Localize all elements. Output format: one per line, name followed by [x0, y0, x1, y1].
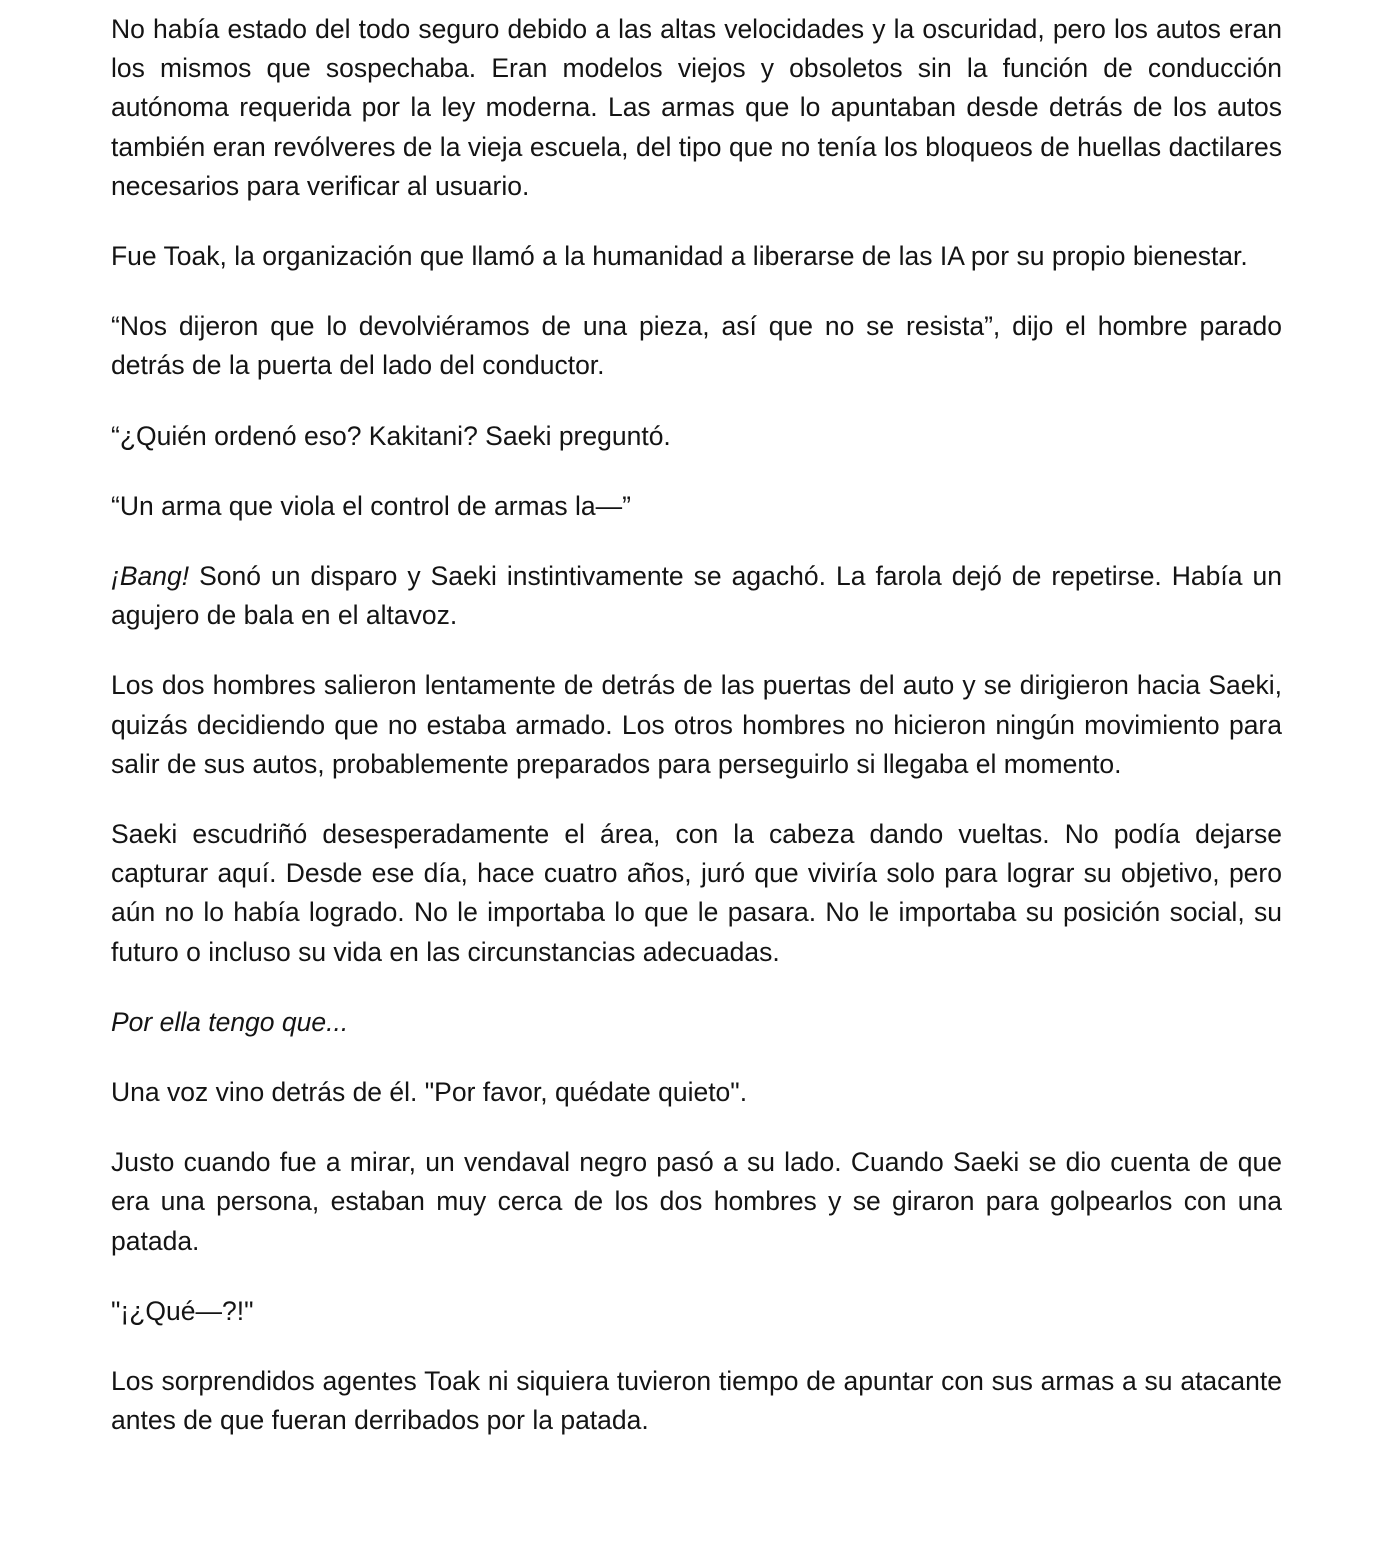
paragraph-13	[111, 1362, 1282, 1440]
paragraph-12	[111, 1292, 1282, 1331]
paragraph-text: “Nos dijeron que lo devolviéramos de una pieza, así que no se resista”, dijo el hombre parado detrás de la puerta del lado del conductor.	[111, 311, 1282, 381]
paragraph-11	[111, 1143, 1282, 1261]
paragraph-text: Sonó un disparo y Saeki instintivamente se agachó. La farola dejó de repetirse. Había un agujero de bala en el altavoz.	[111, 561, 1282, 631]
paragraph-text: Una voz vino detrás de él. "Por favor, quédate quieto".	[111, 1077, 748, 1108]
paragraph-text: “¿Quién ordenó eso? Kakitani? Saeki preguntó.	[111, 420, 671, 451]
paragraph-text: No había estado del todo seguro debido a las altas velocidades y la oscuridad, pero los autos eran los mismos que sospechaba. Eran modelos viejos y obsoletos sin la función de conducción autónoma requerida por la ley moderna. Las armas que lo apuntaban desde detrás de los autos también eran revólveres de la vieja escuela, del tipo que no tenía los bloqueos de huellas dactilares necesarios para verificar al usuario.	[111, 14, 1282, 201]
paragraph-1	[111, 10, 1282, 206]
paragraph-italic-text: ¡Bang!	[111, 561, 190, 592]
paragraph-text: “Un arma que viola el control de armas la—”	[111, 490, 631, 521]
paragraph-9	[111, 1003, 1282, 1042]
paragraph-text: Los sorprendidos agentes Toak ni siquiera tuvieron tiempo de apuntar con sus armas a su atacante antes de que fueran derribados por la patada.	[111, 1366, 1282, 1436]
paragraph-3	[111, 307, 1282, 385]
paragraph-8	[111, 815, 1282, 972]
paragraph-text: Los dos hombres salieron lentamente de detrás de las puertas del auto y se dirigieron hacia Saeki, quizás decidiendo que no estaba armado. Los otros hombres no hicieron ningún movimiento para salir de sus autos, probablemente preparados para perseguirlo si llegaba el momento.	[111, 670, 1282, 779]
paragraph-text: "¡¿Qué—?!"	[111, 1295, 254, 1326]
paragraph-4	[111, 417, 1282, 456]
paragraph-italic-text: Por ella tengo que...	[111, 1006, 349, 1037]
paragraph-6	[111, 557, 1282, 635]
paragraph-7	[111, 666, 1282, 784]
paragraph-10	[111, 1073, 1282, 1112]
paragraph-text: Saeki escudriñó desesperadamente el área, con la cabeza dando vueltas. No podía dejarse capturar aquí. Desde ese día, hace cuatro años, juró que viviría solo para lograr su objetivo, pero aún no lo había logrado. No le importaba lo que le pasara. No le importaba su posición social, su futuro o incluso su vida en las circunstancias adecuadas.	[111, 819, 1282, 967]
paragraph-text: Justo cuando fue a mirar, un vendaval negro pasó a su lado. Cuando Saeki se dio cuenta de que era una persona, estaban muy cerca de los dos hombres y se giraron para golpearlos con una patada.	[111, 1147, 1282, 1256]
paragraph-2	[111, 237, 1282, 276]
paragraph-5	[111, 487, 1282, 526]
paragraph-text: Fue Toak, la organización que llamó a la humanidad a liberarse de las IA por su propio bienestar.	[111, 241, 1248, 272]
document-page	[111, 10, 1282, 1440]
